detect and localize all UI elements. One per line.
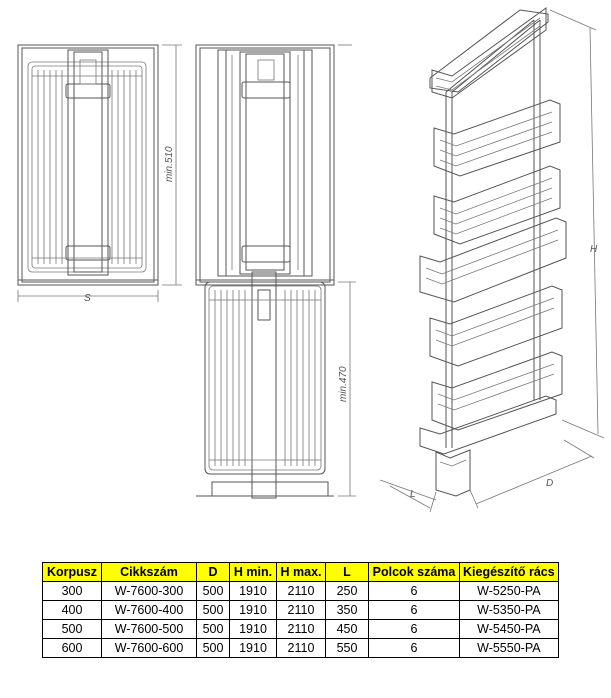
height-h-label: H (590, 244, 598, 255)
cell-polcok: 6 (369, 620, 460, 639)
cell-d: 500 (197, 639, 230, 658)
cell-l: 450 (326, 620, 369, 639)
header-d: D (197, 563, 230, 582)
cell-l: 350 (326, 601, 369, 620)
cell-h-min: 1910 (230, 639, 277, 658)
cell-polcok: 6 (369, 582, 460, 601)
cell-h-min: 1910 (230, 582, 277, 601)
cell-cikkszam: W-7600-600 (102, 639, 197, 658)
cell-polcok: 6 (369, 601, 460, 620)
cell-h-max: 2110 (277, 639, 326, 658)
cell-l: 250 (326, 582, 369, 601)
cell-korpusz: 400 (43, 601, 102, 620)
top-view (18, 45, 182, 304)
table-row (43, 582, 559, 601)
cell-racs: W-5350-PA (460, 601, 559, 620)
cell-h-max: 2110 (277, 582, 326, 601)
cell-l: 550 (326, 639, 369, 658)
min-470-label: min.470 (338, 366, 349, 402)
table-header-row (43, 563, 559, 582)
cell-racs: W-5550-PA (460, 639, 559, 658)
cell-korpusz: 600 (43, 639, 102, 658)
cell-d: 500 (197, 601, 230, 620)
extended-view (196, 45, 356, 498)
cell-h-max: 2110 (277, 601, 326, 620)
header-korpusz: Korpusz (43, 563, 102, 582)
cell-h-max: 2110 (277, 620, 326, 639)
cell-h-min: 1910 (230, 601, 277, 620)
table-row (43, 601, 559, 620)
header-l: L (326, 563, 369, 582)
header-h-min: H min. (230, 563, 277, 582)
isometric-view (380, 8, 604, 512)
header-h-max: H max. (277, 563, 326, 582)
cell-racs: W-5250-PA (460, 582, 559, 601)
cell-d: 500 (197, 582, 230, 601)
cell-korpusz: 500 (43, 620, 102, 639)
cell-korpusz: 300 (43, 582, 102, 601)
cell-cikkszam: W-7600-300 (102, 582, 197, 601)
length-l-label: L (410, 489, 416, 500)
spec-table (42, 562, 559, 658)
table-row (43, 620, 559, 639)
width-s-label: S (84, 293, 91, 304)
header-polcok-szama: Polcok száma (369, 563, 460, 582)
header-cikkszam: Cikkszám (102, 563, 197, 582)
cell-cikkszam: W-7600-400 (102, 601, 197, 620)
table-row (43, 639, 559, 658)
cell-cikkszam: W-7600-500 (102, 620, 197, 639)
cell-racs: W-5450-PA (460, 620, 559, 639)
header-kiegeszito-racs: Kiegészítő rács (460, 563, 559, 582)
cell-d: 500 (197, 620, 230, 639)
cell-polcok: 6 (369, 639, 460, 658)
cell-h-min: 1910 (230, 620, 277, 639)
min-510-label: min.510 (164, 146, 175, 182)
depth-d-label: D (546, 478, 554, 489)
